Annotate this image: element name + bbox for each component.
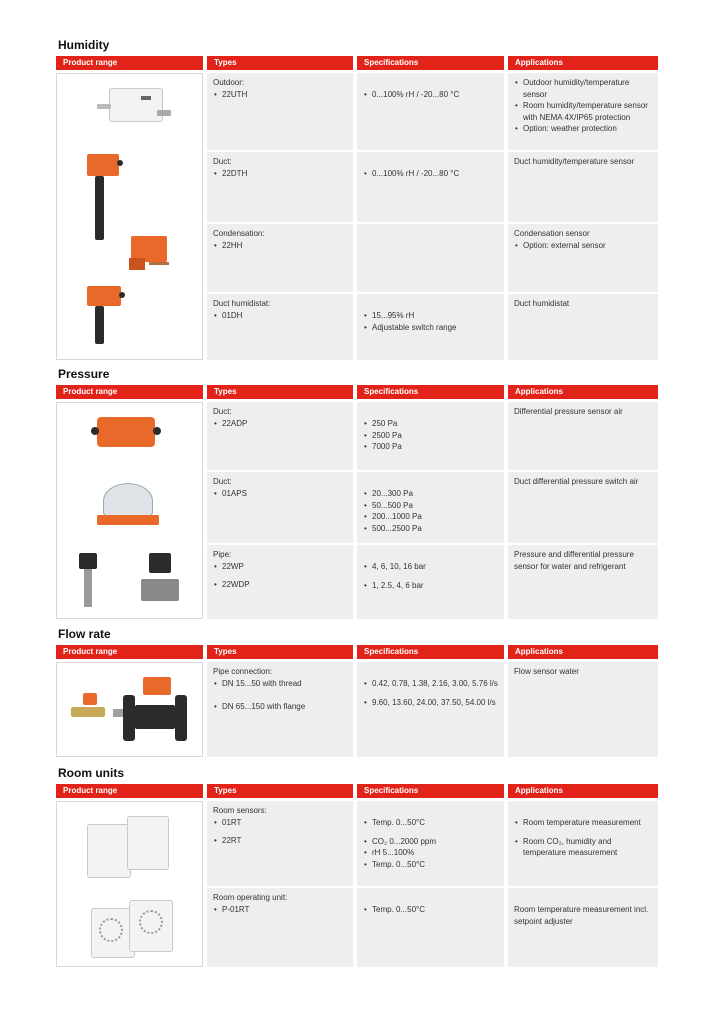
spec-item: • 0.42, 0.78, 1.38, 2.16, 3.00, 5.76 l/s [363, 678, 498, 690]
app-text: Duct differential pressure switch air [514, 477, 639, 486]
header-specifications: Specifications [357, 385, 504, 399]
humidity-row-2-specs [357, 152, 504, 222]
header-applications: Applications [508, 645, 658, 659]
pressure-row-3-types [207, 545, 353, 619]
spec-item: • 20...300 Pa [363, 488, 498, 500]
header-types: Types [207, 784, 353, 798]
app-text: Pressure and differential pressure sensor for water and refrigerant [514, 550, 634, 571]
app-item: • Outdoor humidity/temperature sensor [514, 77, 652, 100]
header-product-range: Product range [56, 784, 203, 798]
pressure-row-1-apps [508, 402, 658, 470]
header-applications: Applications [508, 56, 658, 70]
duct-humidistat-image [87, 286, 121, 306]
type-item: • 22WDP [213, 579, 347, 591]
spec-item: • Temp. 0...50°C [363, 859, 498, 871]
humidity-row-3-types [207, 224, 353, 292]
header-product-range: Product range [56, 645, 203, 659]
duct-sensor-image [87, 154, 119, 176]
type-label: Condensation: [213, 229, 265, 238]
spec-item: • 9.60, 13.60, 24.00, 37.50, 54.00 l/s [363, 697, 498, 709]
app-text: Flow sensor water [514, 667, 579, 676]
flow-product-images [56, 662, 203, 757]
pressure-row-1-specs [357, 402, 504, 470]
app-text: Duct humidity/temperature sensor [514, 157, 635, 166]
header-specifications: Specifications [357, 56, 504, 70]
humidity-row-2-apps [508, 152, 658, 222]
humidity-row-1-specs [357, 73, 504, 150]
spec-item: • Adjustable switch range [363, 322, 498, 334]
humidity-row-3-specs [357, 224, 504, 292]
pressure-row-3-apps [508, 545, 658, 619]
app-text: Room temperature measurement incl. setpoint adjuster [514, 905, 649, 926]
header-types: Types [207, 56, 353, 70]
type-label: Duct: [213, 407, 232, 416]
spec-item: • Temp. 0...50°C [363, 817, 498, 829]
section-title-humidity: Humidity [58, 38, 110, 52]
type-item: • 01RT [213, 817, 347, 829]
pressure-row-3-specs [357, 545, 504, 619]
spec-item: • 7000 Pa [363, 441, 498, 453]
type-item: • 01APS [213, 488, 347, 500]
type-item: • DN 15...50 with thread [213, 678, 347, 690]
app-text: Duct humidistat [514, 299, 570, 308]
differential-pressure-sensor-image [97, 417, 155, 447]
app-item: • Room humidity/temperature sensor with NEMA 4X/IP65 protection [514, 100, 652, 123]
type-item: • P-01RT [213, 904, 347, 916]
room-sensor-image [87, 824, 131, 878]
humidity-row-1-types [207, 73, 353, 150]
flow-row-1-specs [357, 662, 504, 757]
type-item: • 22WP [213, 561, 347, 573]
humidity-row-4-apps [508, 294, 658, 360]
flanged-valve-image [123, 695, 135, 741]
humidity-row-4-types [207, 294, 353, 360]
header-types: Types [207, 645, 353, 659]
flow-row-1-types [207, 662, 353, 757]
pipe-differential-pressure-sensor-image [149, 553, 171, 573]
header-specifications: Specifications [357, 645, 504, 659]
spec-item: • 500...2500 Pa [363, 523, 498, 535]
type-item: • 22HH [213, 240, 347, 252]
spec-item: • 0...100% rH / -20...80 °C [363, 89, 498, 101]
app-item: • Room CO₂, humidity and temperature measurement [514, 836, 652, 859]
spec-item: • 2500 Pa [363, 430, 498, 442]
app-item: • Room temperature measurement [514, 817, 652, 829]
flow-row-1-apps [508, 662, 658, 757]
room-row-2-specs [357, 888, 504, 967]
humidity-row-1-apps [508, 73, 658, 150]
type-item: • 22DTH [213, 168, 347, 180]
pressure-row-2-specs [357, 472, 504, 543]
type-label: Duct: [213, 157, 232, 166]
spec-item: • 4, 6, 10, 16 bar [363, 561, 498, 573]
pressure-row-2-apps [508, 472, 658, 543]
threaded-valve-image [71, 707, 105, 717]
spec-item: • 15...95% rH [363, 310, 498, 322]
spec-item: • CO₂ 0...2000 ppm [363, 836, 498, 848]
room-product-images [56, 801, 203, 967]
app-text: Differential pressure sensor air [514, 407, 623, 416]
type-label: Room sensors: [213, 806, 267, 815]
spec-item: • 250 Pa [363, 418, 498, 430]
header-applications: Applications [508, 784, 658, 798]
humidity-row-2-types [207, 152, 353, 222]
spec-item: • rH 5...100% [363, 847, 498, 859]
spec-item: • 1, 2.5, 4, 6 bar [363, 580, 498, 592]
type-item: • 22UTH [213, 89, 347, 101]
type-label: Pipe connection: [213, 667, 273, 676]
section-title-room-units: Room units [58, 766, 124, 780]
type-label: Duct: [213, 477, 232, 486]
pressure-row-1-types [207, 402, 353, 470]
room-row-1-types [207, 801, 353, 886]
outdoor-sensor-image [109, 88, 163, 122]
app-item: • Option: weather protection [514, 123, 652, 135]
pressure-row-2-types [207, 472, 353, 543]
type-item: • 22ADP [213, 418, 347, 430]
section-title-flow-rate: Flow rate [58, 627, 111, 641]
type-item: • 22RT [213, 835, 347, 847]
spec-item: • Temp. 0...50°C [363, 904, 498, 916]
pressure-product-images [56, 402, 203, 619]
header-product-range: Product range [56, 385, 203, 399]
app-item: • Option: external sensor [514, 240, 652, 252]
humidity-row-4-specs [357, 294, 504, 360]
header-product-range: Product range [56, 56, 203, 70]
type-item: • DN 65...150 with flange [213, 701, 347, 713]
pressure-switch-image [103, 483, 153, 519]
type-label: Outdoor: [213, 78, 245, 87]
type-item: • 01DH [213, 310, 347, 322]
type-label: Room operating unit: [213, 893, 288, 902]
spec-item: • 200...1000 Pa [363, 511, 498, 523]
header-specifications: Specifications [357, 784, 504, 798]
room-row-1-specs [357, 801, 504, 886]
pipe-pressure-sensor-image [79, 553, 97, 569]
type-label: Duct humidistat: [213, 299, 271, 308]
room-sensor-image [127, 816, 169, 870]
header-applications: Applications [508, 385, 658, 399]
section-title-pressure: Pressure [58, 367, 110, 381]
spec-item: • 0...100% rH / -20...80 °C [363, 168, 498, 180]
room-row-1-apps [508, 801, 658, 886]
room-row-2-types [207, 888, 353, 967]
spec-item: • 50...500 Pa [363, 500, 498, 512]
humidity-product-images [56, 73, 203, 360]
type-label: Pipe: [213, 550, 232, 559]
app-text: Condensation sensor [514, 229, 590, 238]
header-types: Types [207, 385, 353, 399]
humidity-row-3-apps [508, 224, 658, 292]
room-row-2-apps [508, 888, 658, 967]
